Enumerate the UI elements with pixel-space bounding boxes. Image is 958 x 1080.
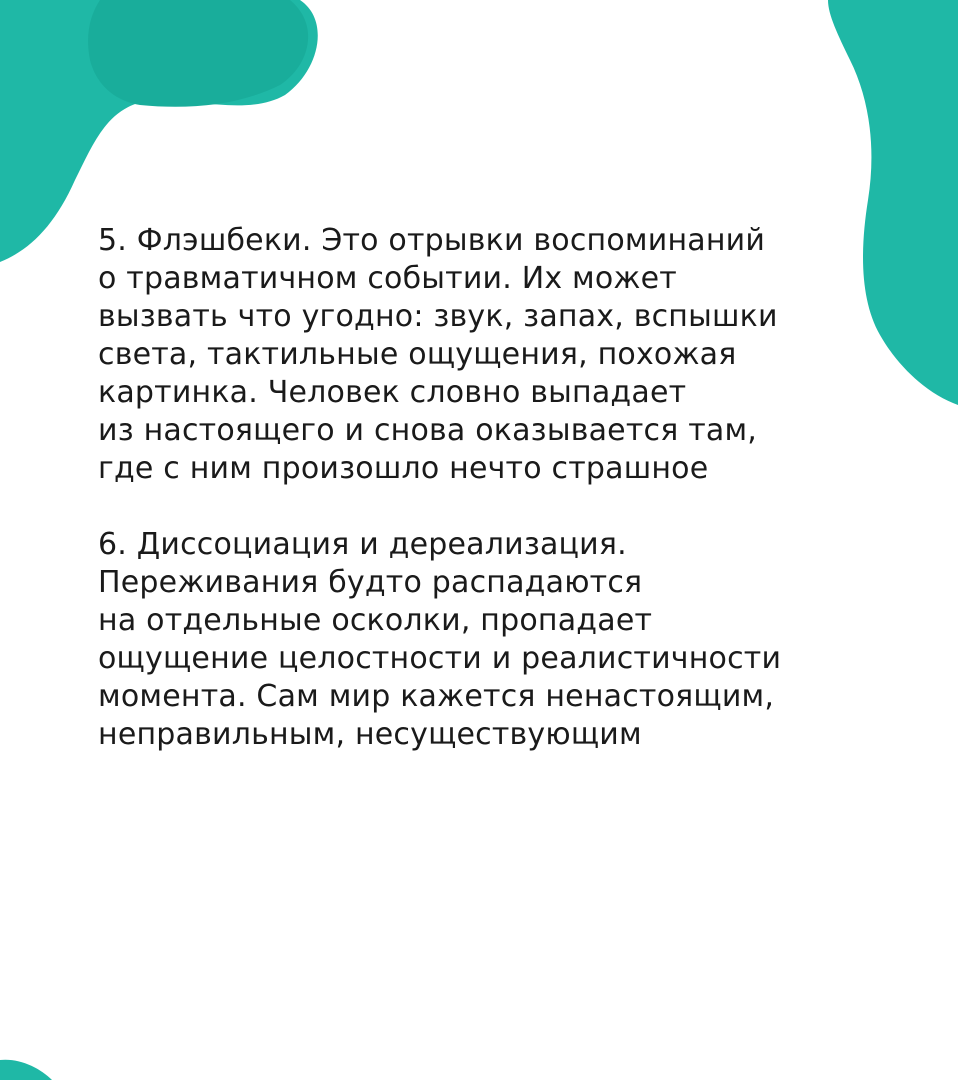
text-line: вызвать что угодно: звук, запах, вспышки bbox=[98, 299, 778, 334]
text-line: Переживания будто распадаются bbox=[98, 565, 643, 600]
text-content bbox=[98, 222, 878, 754]
text-line: 5. Флэшбеки. Это отрывки воспоминаний bbox=[98, 223, 766, 258]
text-line: неправильным, несуществующим bbox=[98, 717, 642, 752]
text-line: из настоящего и снова оказывается там, bbox=[98, 413, 758, 448]
text-line: 6. Диссоциация и дереализация. bbox=[98, 527, 627, 562]
text-line: на отдельные осколки, пропадает bbox=[98, 603, 653, 638]
text-line: где с ним произошло нечто страшное bbox=[98, 451, 709, 486]
bottom-left-blob bbox=[0, 1060, 52, 1080]
text-line: ощущение целостности и реалистичности bbox=[98, 641, 782, 676]
text-line: о травматичном событии. Их может bbox=[98, 261, 677, 296]
paragraph-flashbacks bbox=[98, 222, 878, 488]
paragraph-dissociation bbox=[98, 526, 878, 754]
text-line: картинка. Человек словно выпадает bbox=[98, 375, 687, 410]
text-line: момента. Сам мир кажется ненастоящим, bbox=[98, 679, 775, 714]
text-line: света, тактильные ощущения, похожая bbox=[98, 337, 737, 372]
